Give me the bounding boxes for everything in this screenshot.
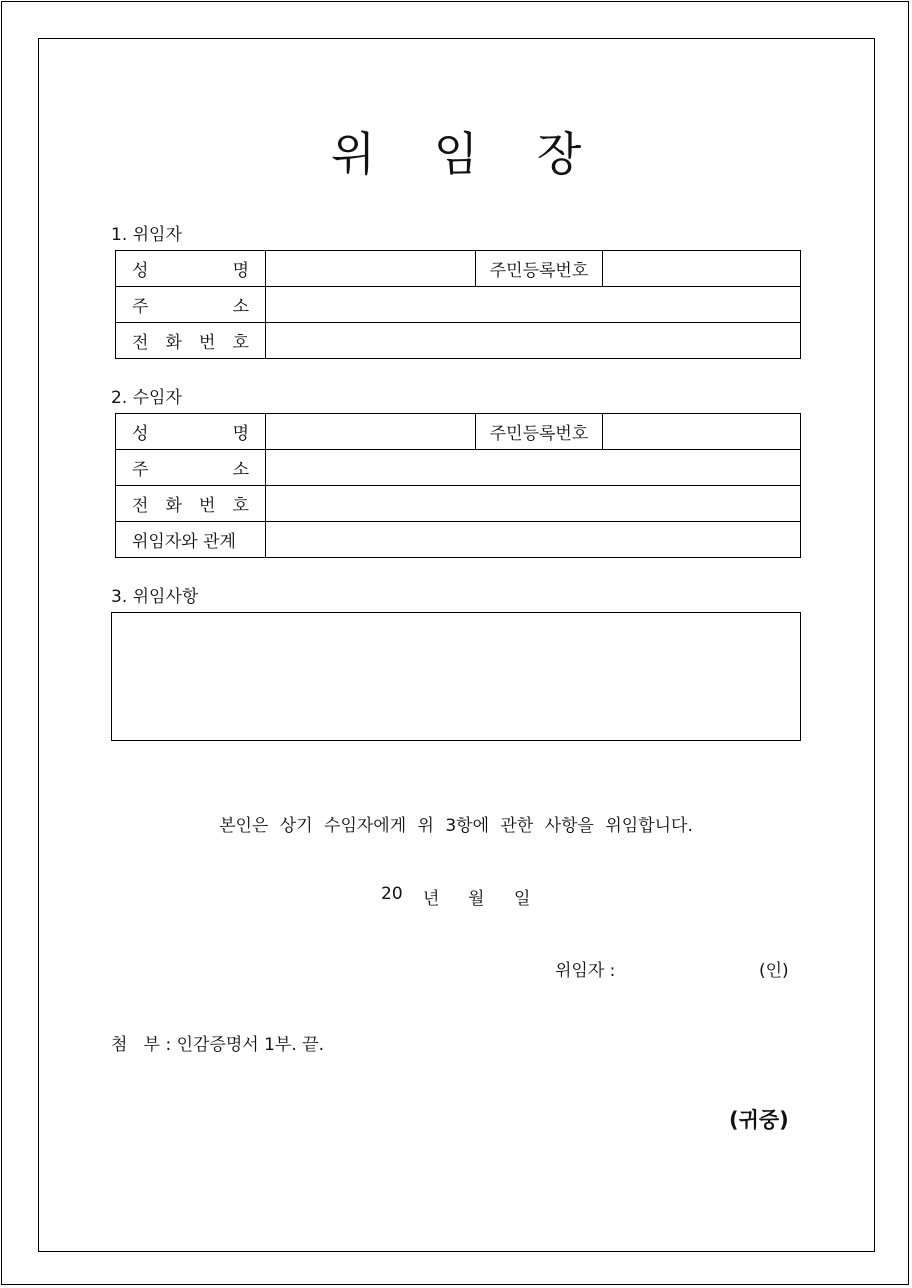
date-month-unit: 월 <box>468 889 485 909</box>
date-year-unit: 년 <box>423 889 440 909</box>
delegate-name-field[interactable] <box>266 414 476 450</box>
table-row <box>116 287 801 323</box>
delegated-matters-field[interactable] <box>111 612 801 741</box>
delegate-relation-field[interactable] <box>266 522 801 558</box>
seal-label: (인) <box>759 961 789 981</box>
section-heading-matters: 3. 위임사항 <box>111 587 199 607</box>
delegator-address-field[interactable] <box>266 287 801 323</box>
phone-label: 전 화 번 호 <box>116 486 266 522</box>
phone-label: 전 화 번 호 <box>116 323 266 359</box>
table-row <box>116 486 801 522</box>
delegate-rrn-field[interactable] <box>603 414 801 450</box>
rrn-label: 주민등록번호 <box>476 414 603 450</box>
delegator-rrn-field[interactable] <box>603 251 801 287</box>
delegation-statement: 본인은 상기 수임자에게 위 3항에 관한 사항을 위임합니다. <box>219 816 693 836</box>
attachment-note: 첨 부 : 인감증명서 1부. 끝. <box>111 1035 324 1055</box>
table-row <box>116 323 801 359</box>
rrn-label: 주민등록번호 <box>476 251 603 287</box>
name-label: 성 명 <box>116 414 266 450</box>
date-year: 20 <box>381 884 403 904</box>
recipient-label: (귀중) <box>729 1108 789 1132</box>
date-day-unit: 일 <box>514 889 531 909</box>
document-title: 위 임 장 <box>330 127 604 181</box>
delegate-phone-field[interactable] <box>266 486 801 522</box>
section-heading-delegator: 1. 위임자 <box>111 225 182 245</box>
address-label: 주 소 <box>116 450 266 486</box>
signer-label: 위임자 : <box>555 961 616 981</box>
section-heading-delegate: 2. 수임자 <box>111 388 182 408</box>
table-row <box>116 251 801 287</box>
name-label: 성 명 <box>116 251 266 287</box>
delegate-address-field[interactable] <box>266 450 801 486</box>
delegator-table <box>115 250 801 359</box>
delegator-name-field[interactable] <box>266 251 476 287</box>
relation-label: 위임자와 관계 <box>116 522 266 558</box>
table-row <box>116 522 801 558</box>
address-label: 주 소 <box>116 287 266 323</box>
table-row <box>116 414 801 450</box>
table-row <box>116 450 801 486</box>
delegator-phone-field[interactable] <box>266 323 801 359</box>
date-line <box>381 884 530 909</box>
delegate-table <box>115 413 801 558</box>
